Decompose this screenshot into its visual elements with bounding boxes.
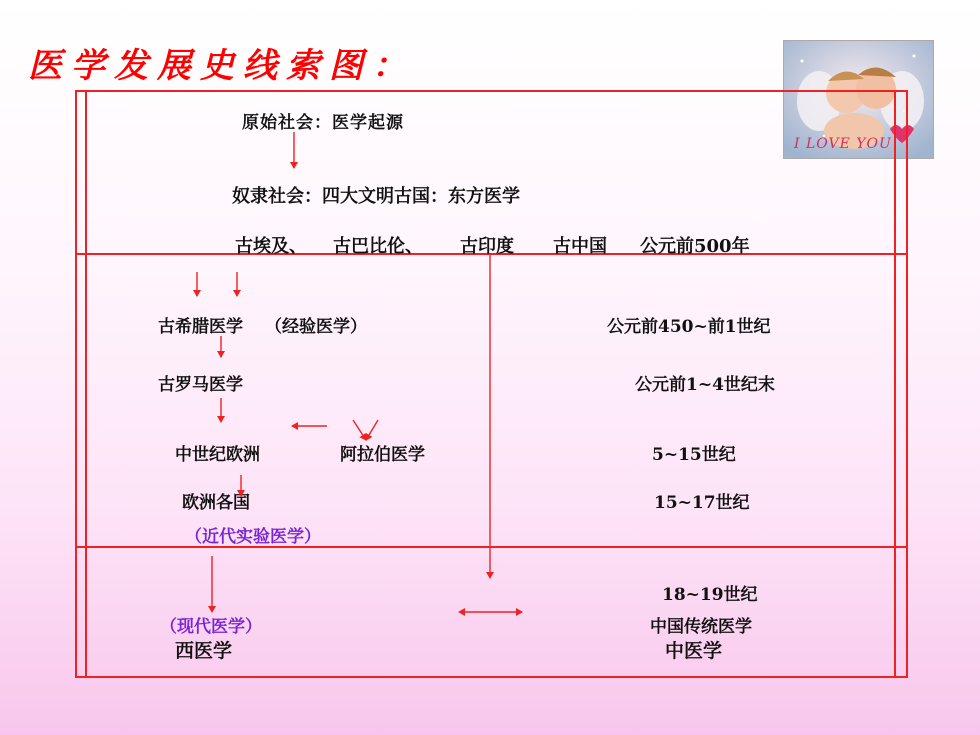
civ-india: 古印度 — [460, 236, 514, 257]
page-title: 医学发展史线索图： — [28, 46, 415, 86]
civs-date: 公元前500年 — [640, 236, 750, 257]
arab-medicine: 阿拉伯医学 — [340, 445, 425, 465]
modern-medicine-label: （现代医学） — [160, 617, 262, 637]
chinese-medicine: 中医学 — [665, 640, 723, 662]
civ-babylon: 古巴比伦、 — [333, 236, 423, 257]
civ-china: 古中国 — [553, 236, 607, 257]
slave-society: 奴隶社会：四大文明古国：东方医学 — [232, 186, 520, 207]
primitive-society: 原始社会：医学起源 — [242, 113, 404, 133]
tcm-traditional: 中国传统医学 — [650, 617, 752, 637]
roman-date: 公元前1~4世纪末 — [635, 375, 775, 395]
modern-experimental-medicine: （近代实验医学） — [185, 527, 321, 547]
medieval-europe: 中世纪欧洲 — [175, 445, 260, 465]
europe-date: 15~17世纪 — [654, 493, 750, 513]
medieval-date: 5~15世纪 — [652, 445, 736, 465]
greek-date: 公元前450~前1世纪 — [607, 317, 771, 337]
arrow-into-arab-right — [366, 420, 378, 440]
date-18-19: 18~19世纪 — [662, 585, 758, 605]
western-medicine: 西医学 — [175, 640, 233, 662]
greek-note: （经验医学） — [265, 317, 367, 337]
roman-medicine: 古罗马医学 — [158, 375, 243, 395]
arrow-into-arab-left — [353, 420, 366, 440]
european-countries: 欧洲各国 — [182, 493, 250, 513]
greek-medicine: 古希腊医学 — [158, 317, 243, 337]
civ-egypt: 古埃及、 — [235, 236, 307, 257]
thumbnail-caption: I LOVE YOU — [794, 136, 892, 152]
